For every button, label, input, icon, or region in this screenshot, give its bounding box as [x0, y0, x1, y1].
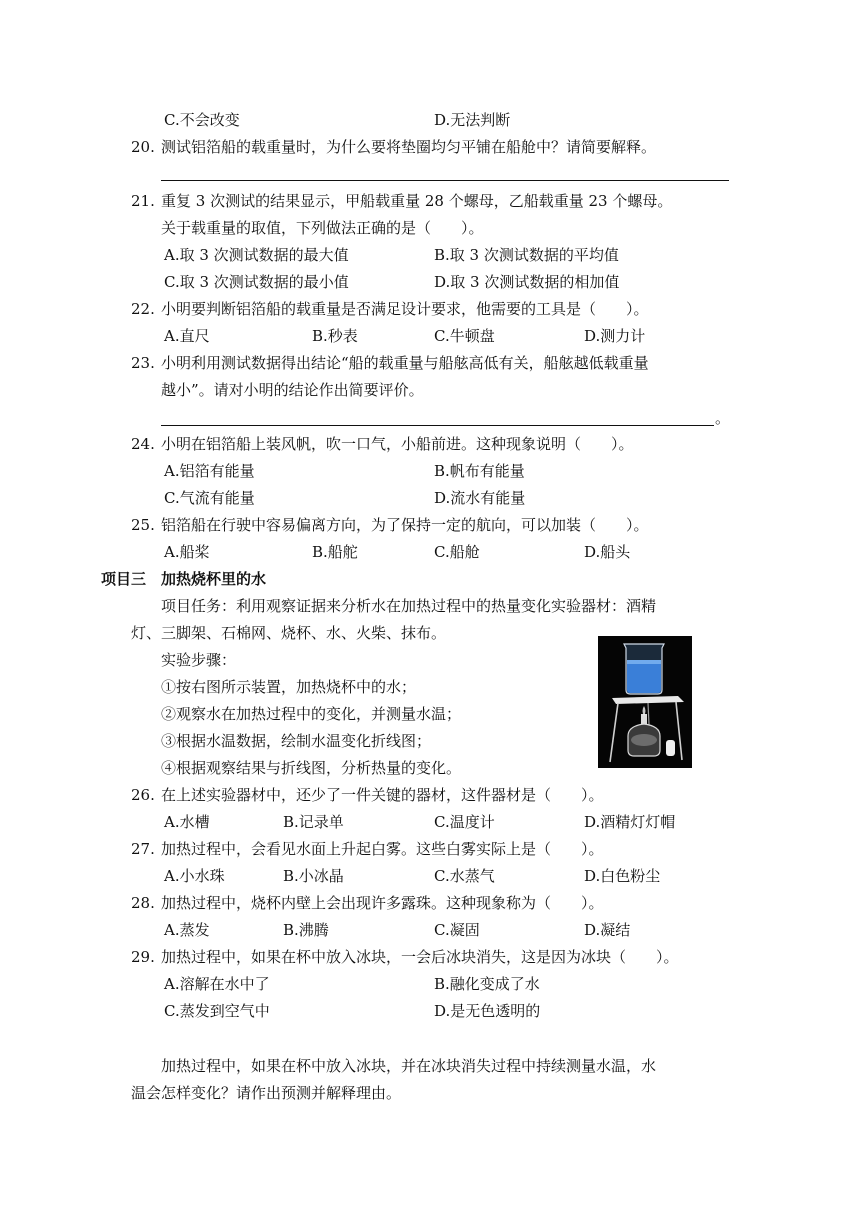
q29-option-b[interactable]: B.融化变成了水 — [434, 975, 540, 993]
q29-text: 加热过程中，如果在杯中放入冰块，一会后冰块消失，这是因为冰块（ ）。 — [161, 948, 679, 966]
q24-option-c[interactable]: C.气流有能量 — [164, 489, 255, 507]
q28-option-c[interactable]: C.凝固 — [434, 921, 480, 939]
q28-option-d[interactable]: D.凝结 — [584, 921, 631, 939]
q22-option-d[interactable]: D.测力计 — [584, 327, 646, 345]
q22-text: 小明要判断铝箔船的载重量是否满足设计要求，他需要的工具是（ ）。 — [161, 300, 649, 318]
q22-option-b[interactable]: B.秒表 — [312, 327, 358, 345]
q20-number: 20. — [131, 138, 155, 156]
q19-option-c: C.不会改变 — [164, 111, 240, 129]
q26-option-c[interactable]: C.温度计 — [434, 813, 495, 831]
q29-option-d[interactable]: D.是无色透明的 — [434, 1002, 541, 1020]
q19-option-d: D.无法判断 — [434, 111, 511, 129]
q23-answer-line[interactable] — [161, 425, 714, 426]
q29-number: 29. — [131, 948, 155, 966]
q28-option-b[interactable]: B.沸腾 — [283, 921, 329, 939]
q24-option-b[interactable]: B.帆布有能量 — [434, 462, 525, 480]
q22-option-c[interactable]: C.牛顿盘 — [434, 327, 495, 345]
q29-option-a[interactable]: A.溶解在水中了 — [164, 975, 270, 993]
final-question-line1: 加热过程中，如果在杯中放入冰块，并在冰块消失过程中持续测量水温，水 — [161, 1057, 657, 1075]
step-2: ②观察水在加热过程中的变化，并测量水温； — [161, 705, 462, 723]
step-4: ④根据观察结果与折线图，分析热量的变化。 — [161, 759, 462, 777]
q25-text: 铝箔船在行驶中容易偏离方向，为了保持一定的航向，可以加装（ ）。 — [161, 516, 649, 534]
q27-number: 27. — [131, 840, 155, 858]
q27-option-a[interactable]: A.小水珠 — [164, 867, 225, 885]
q25-number: 25. — [131, 516, 155, 534]
q26-text: 在上述实验器材中，还少了一件关键的器材，这件器材是（ ）。 — [161, 786, 604, 804]
q28-option-a[interactable]: A.蒸发 — [164, 921, 210, 939]
q28-number: 28. — [131, 894, 155, 912]
q27-option-c[interactable]: C.水蒸气 — [434, 867, 495, 885]
q26-option-d[interactable]: D.酒精灯灯帽 — [584, 813, 676, 831]
q24-option-a[interactable]: A.铝箔有能量 — [164, 462, 255, 480]
q29-option-c[interactable]: C.蒸发到空气中 — [164, 1002, 270, 1020]
project3-heading: 项目三 加热烧杯里的水 — [101, 570, 267, 588]
q20-answer-line[interactable] — [161, 180, 729, 181]
heating-apparatus-photo — [598, 636, 692, 768]
q26-option-b[interactable]: B.记录单 — [283, 813, 344, 831]
project3-task-line1: 项目任务：利用观察证据来分析水在加热过程中的热量变化实验器材：酒精 — [161, 597, 657, 615]
q21-text-line1: 重复 3 次测试的结果显示，甲船载重量 28 个螺母，乙船载重量 23 个螺母。 — [161, 192, 673, 210]
q27-option-b[interactable]: B.小冰晶 — [283, 867, 344, 885]
q21-option-d[interactable]: D.取 3 次测试数据的相加值 — [434, 273, 620, 291]
q22-number: 22. — [131, 300, 155, 318]
q21-text-line2: 关于载重量的取值，下列做法正确的是（ ）。 — [161, 219, 484, 237]
q27-option-d[interactable]: D.白色粉尘 — [584, 867, 661, 885]
q25-option-b[interactable]: B.船舵 — [312, 543, 358, 561]
q21-option-a[interactable]: A.取 3 次测试数据的最大值 — [164, 246, 349, 264]
q23-text-line2: 越小”。请对小明的结论作出简要评价。 — [161, 381, 424, 399]
q23-number: 23. — [131, 354, 155, 372]
q25-option-c[interactable]: C.船舱 — [434, 543, 480, 561]
q24-number: 24. — [131, 435, 155, 453]
q21-option-b[interactable]: B.取 3 次测试数据的平均值 — [434, 246, 619, 264]
steps-title: 实验步骤： — [161, 651, 237, 669]
q20-text: 测试铝箔船的载重量时，为什么要将垫圈均匀平铺在船舱中？请简要解释。 — [161, 138, 657, 156]
q22-option-a[interactable]: A.直尺 — [164, 327, 210, 345]
q21-option-c[interactable]: C.取 3 次测试数据的最小值 — [164, 273, 349, 291]
q23-text-line1: 小明利用测试数据得出结论“船的载重量与船舷高低有关，船舷越低载重量 — [161, 354, 649, 372]
final-question-line2: 温会怎样变化？请作出预测并解释理由。 — [131, 1084, 402, 1102]
step-1: ①按右图所示装置，加热烧杯中的水； — [161, 678, 417, 696]
beaker-on-tripod-image — [598, 636, 692, 768]
q25-option-d[interactable]: D.船头 — [584, 543, 631, 561]
q21-number: 21. — [131, 192, 155, 210]
q23-end-mark: 。 — [715, 409, 731, 427]
q26-option-a[interactable]: A.水槽 — [164, 813, 210, 831]
q28-text: 加热过程中，烧杯内壁上会出现许多露珠。这种现象称为（ ）。 — [161, 894, 604, 912]
step-3: ③根据水温数据，绘制水温变化折线图； — [161, 732, 432, 750]
q26-number: 26. — [131, 786, 155, 804]
project3-task-line2: 灯、三脚架、石棉网、烧杯、水、火柴、抹布。 — [131, 624, 447, 642]
q27-text: 加热过程中，会看见水面上升起白雾。这些白雾实际上是（ ）。 — [161, 840, 604, 858]
q25-option-a[interactable]: A.船桨 — [164, 543, 210, 561]
q24-option-d[interactable]: D.流水有能量 — [434, 489, 526, 507]
q24-text: 小明在铝箔船上装风帆，吹一口气，小船前进。这种现象说明（ ）。 — [161, 435, 634, 453]
